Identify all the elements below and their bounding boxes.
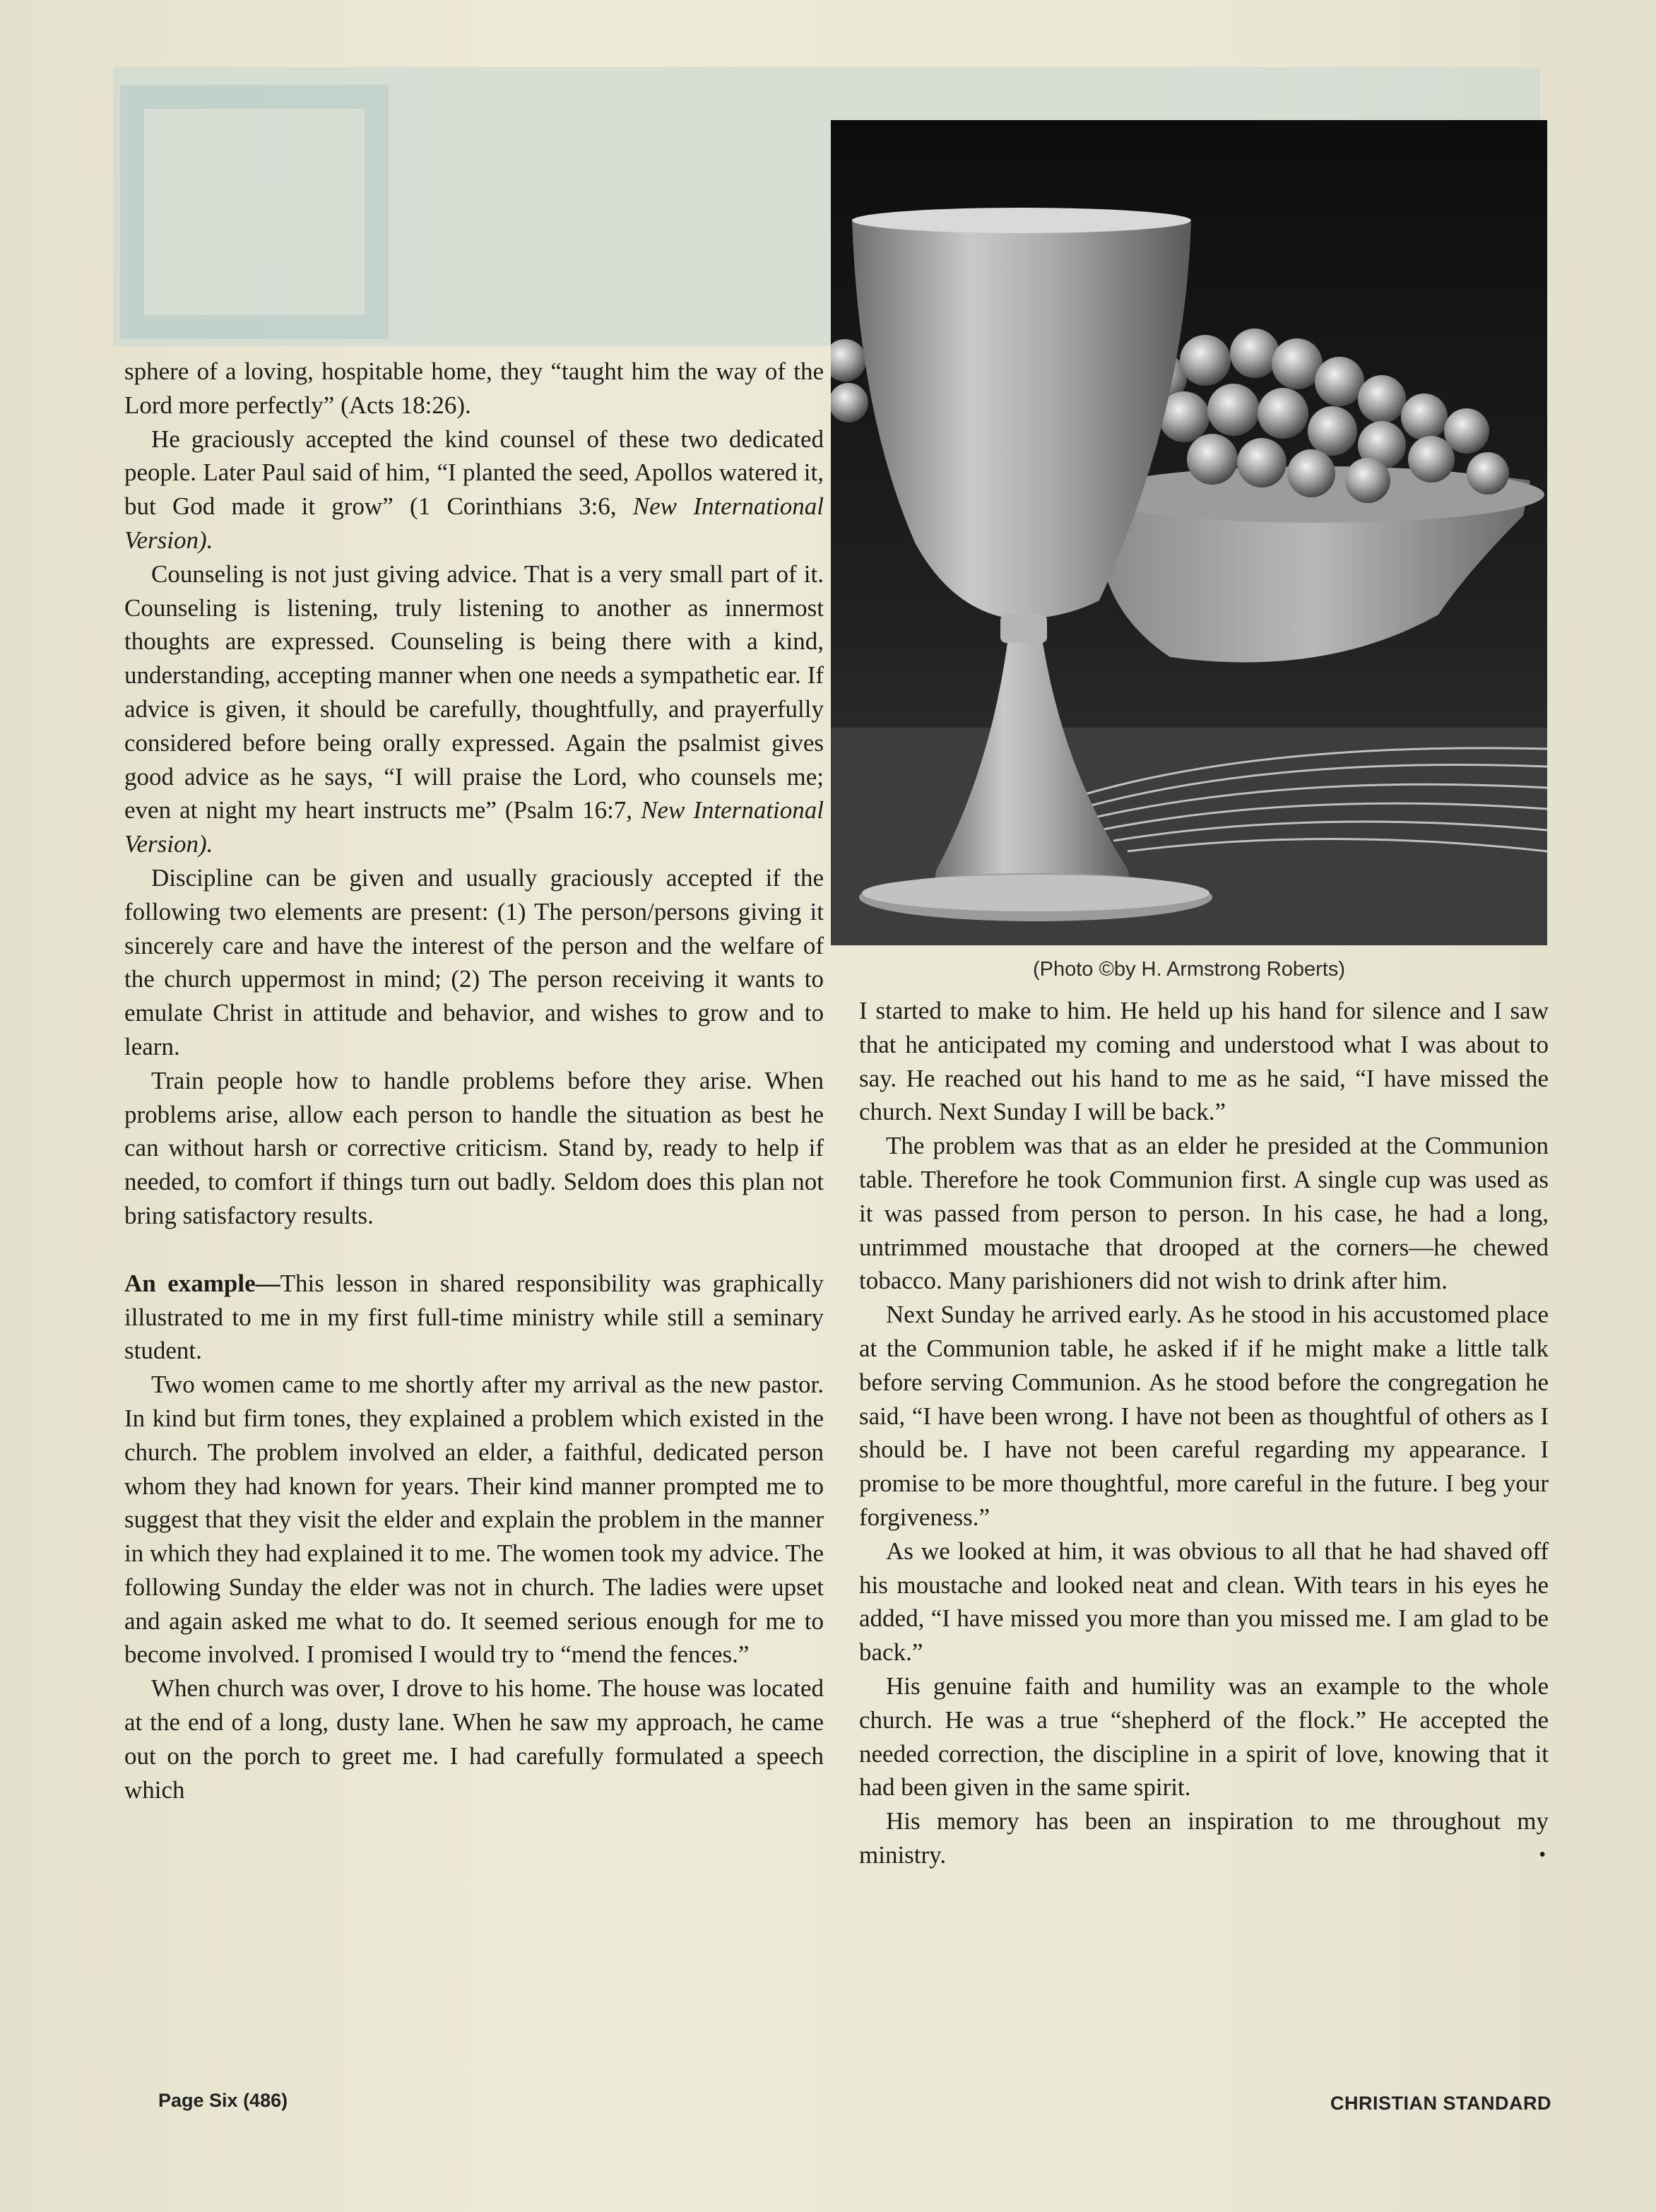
paragraph: Train people how to handle problems before they arise. When problems arise, allow each person to handle the situation as best he can without harsh or corrective criticism. Stand by, ready to help if needed, to comfort if things turn out badly. Seldom does this plan not bring satisfactory results. — [124, 1066, 824, 1229]
paragraph: His genuine faith and humility was an example to the whole church. He was a true “shepherd of the flock.” He accepted the needed correction, the discipline in a spirit of love, knowing that it had been given in the same spirit. — [859, 1672, 1549, 1802]
paragraph-text: This lesson in shared responsibility was graphically illustrated to me in my first full-time ministry while still a seminary student. — [124, 1269, 824, 1365]
paragraph: sphere of a loving, hospitable home, they “taught him the way of the Lord more perfectly” (Acts 18:26). — [124, 357, 824, 419]
paragraph — [124, 557, 824, 861]
left-column — [124, 355, 824, 1806]
paragraph: When church was over, I drove to his home. The house was located at the end of a long, dusty lane. When he saw my approach, he came out on the porch to greet me. I had carefully formulated a speech which — [124, 1674, 824, 1804]
page-number: Page Six (486) — [158, 2090, 288, 2111]
communion-chalice-photo — [831, 120, 1547, 945]
paragraph: I started to make to him. He held up his hand for silence and I saw that he anticipated my coming and understood what I was about to say. He reached out his hand to me as he said, “I have missed the church. Next Sunday I will be back.” — [859, 997, 1549, 1126]
right-column — [859, 994, 1549, 1872]
paragraph — [859, 1804, 1549, 1872]
paragraph-text: He graciously accepted the kind counsel of these two dedicated people. Later Paul said of him, “I planted the seed, Apollos watered it, but God made it grow” (1 Corinthians 3:6, — [124, 425, 824, 521]
faded-logo-frame — [120, 85, 389, 339]
version-citation: New International Version). — [124, 796, 824, 858]
end-of-article-mark: • — [1539, 1843, 1546, 1866]
paragraph: The problem was that as an elder he presided at the Communion table. Therefore he took Communion first. A single cup was used as it was passed from person to person. In his case, he had a long, untrimmed moustache that drooped at the corners—he chewed tobacco. Many parishioners did not wish to drink after him. — [859, 1132, 1549, 1295]
paragraph — [124, 1267, 824, 1368]
paragraph: As we looked at him, it was obvious to all that he had shaved off his moustache and looked neat and clean. With tears in his eyes he added, “I have missed you more than you missed me. I am glad to be back.” — [859, 1537, 1549, 1667]
paragraph: Next Sunday he arrived early. As he stood in his accustomed place at the Communion table, he asked if if he might make a little talk before serving Communion. As he stood before the congregation he said, “I have been wrong. I have not been as thoughtful of others as I should be. I have not been careful regarding my appearance. I promise to be more thoughtful, more careful in the future. I beg your forgiveness.” — [859, 1301, 1549, 1531]
paragraph — [124, 422, 824, 557]
paragraph: Two women came to me shortly after my arrival as the new pastor. In kind but firm tones, they explained a problem which existed in the church. The problem involved an elder, a faithful, dedicated person whom they had known for years. Their kind manner prompted me to suggest that they visit the elder and explain the problem in the manner in which they had explained it to me. The women took my advice. The following Sunday the elder was not in church. The ladies were upset and again asked me what to do. It seemed serious enough for me to become involved. I promised I would try to “mend the fences.” — [124, 1371, 824, 1669]
section-subhead: An example— — [124, 1269, 280, 1297]
paragraph: Discipline can be given and usually graciously accepted if the following two elements are present: (1) The person/persons giving it sincerely care and have the interest of the person and the welfare of the church uppermost in mind; (2) The person receiving it wants to emulate Christ in attitude and behavior, and wishes to grow and to learn. — [124, 863, 824, 1060]
photo-caption: (Photo ©by H. Armstrong Roberts) — [1032, 958, 1346, 981]
paragraph-text: Counseling is not just giving advice. That is a very small part of it. Counseling is listening, truly listening to another as innermost thoughts are expressed. Counseling is being there with a kind, understanding, accepting manner when one needs a sympathetic ear. If advice is given, it should be carefully, thoughtfully, and prayerfully considered before being orally expressed. Again the psalmist gives good advice as he says, “I will praise the Lord, who counsels me; even at night my heart instructs me” (Psalm 16:7, — [124, 560, 824, 824]
publication-name: CHRISTIAN STANDARD — [1330, 2093, 1551, 2114]
version-citation: New International Version). — [124, 492, 824, 554]
paragraph-text: His memory has been an inspiration to me throughout my ministry. — [859, 1807, 1549, 1869]
